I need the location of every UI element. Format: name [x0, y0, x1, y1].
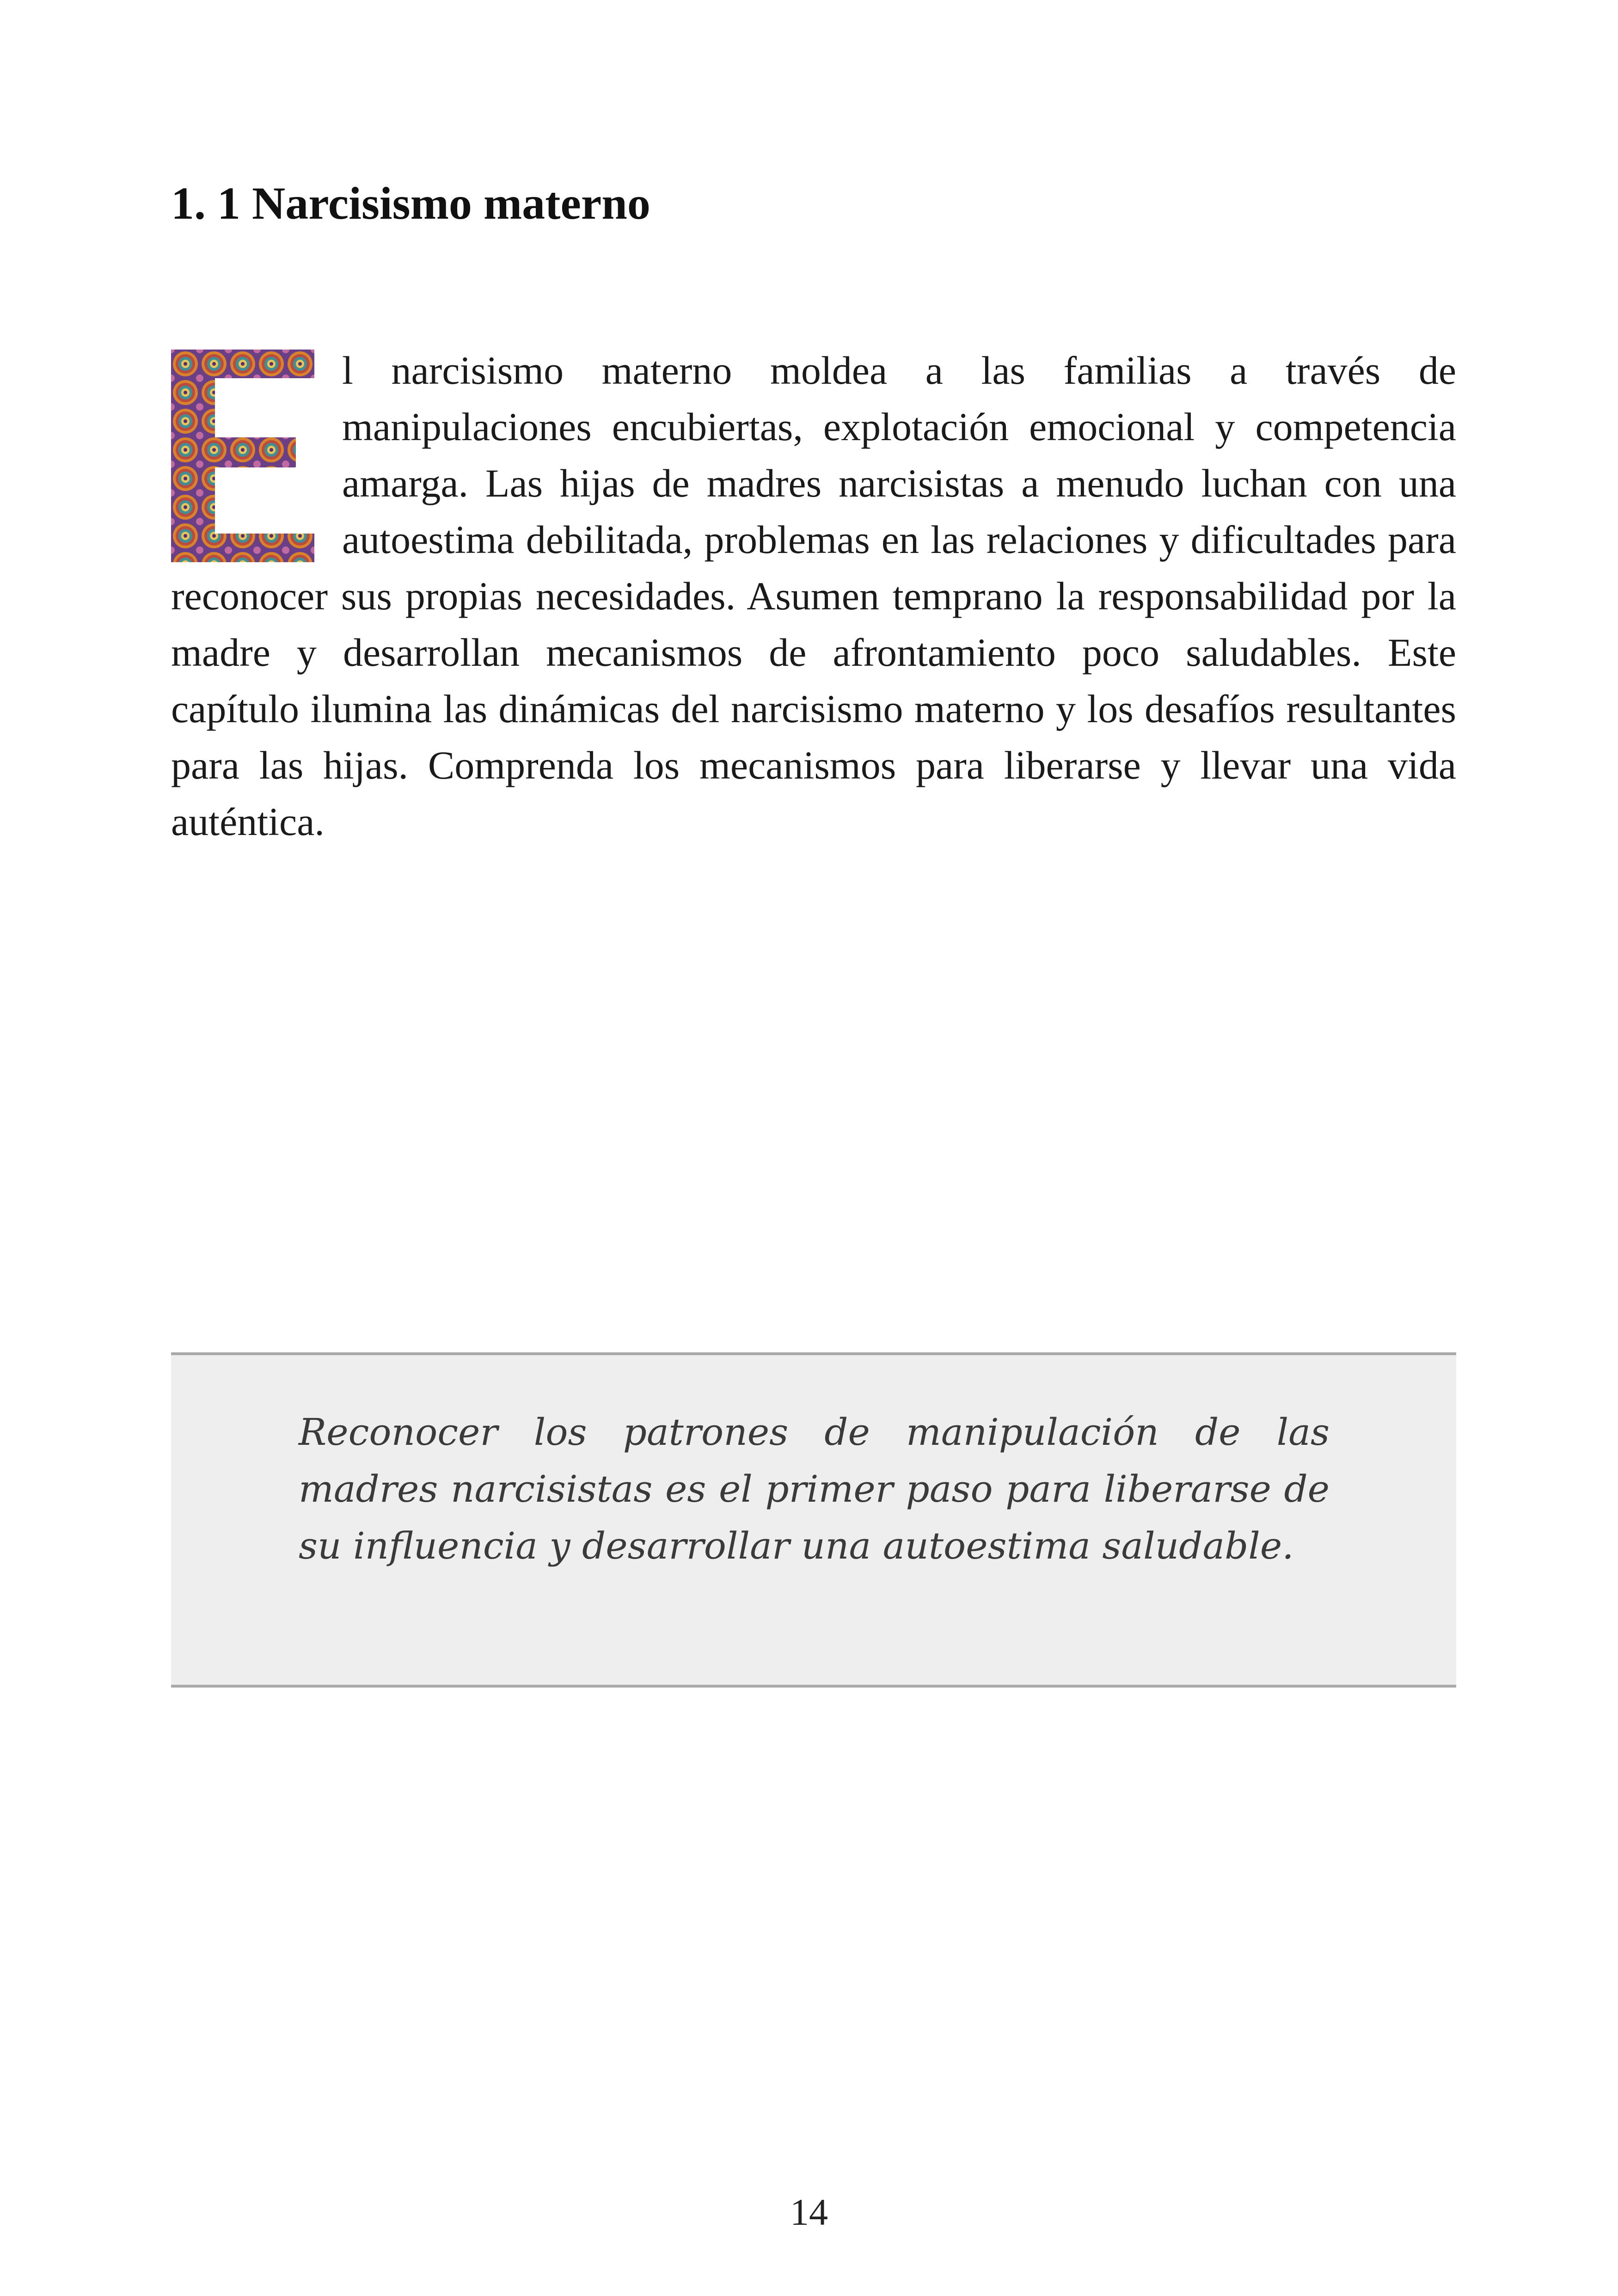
page-number: 14: [790, 2191, 828, 2233]
intro-paragraph: [171, 342, 1456, 850]
dropcap-letter-e: [171, 350, 314, 562]
section-heading: 1. 1 Narcisismo materno: [171, 178, 650, 229]
callout-box: [171, 1352, 1456, 1688]
dropcap-ornament-graphic: [171, 350, 314, 562]
callout-quote: Reconocer los patrones de manipulación de las madres narcisistas es el primer paso para liberarse de su influencia y desarrollar una autoestima saludable.: [299, 1411, 1330, 1567]
intro-paragraph-text: l narcisismo materno moldea a las familias a través de manipulaciones encubiertas, explotación emocional y competencia amarga. Las hijas de madres narcisistas a menudo luchan con una autoestima debilitada, problemas en las relaciones y dificultades para reconocer sus propias necesidades. Asumen temprano la responsabilidad por la madre y desarrollan mecanismos de afrontamiento poco saludables. Este capítulo ilumina las dinámicas del narcisismo materno y los desafíos resultantes para las hijas. Comprenda los mecanismos para liberarse y llevar una vida auténtica.: [171, 348, 1456, 844]
